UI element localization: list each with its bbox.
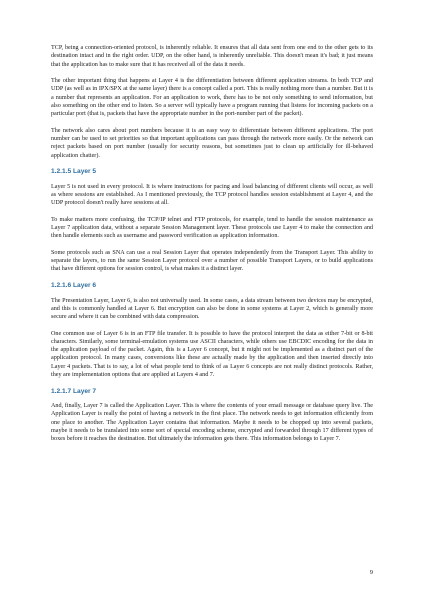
paragraph: Layer 5 is not used in every protocol. It is where instructions for pacing and load balancing of different clients will occur, as well as where sessions are established. As I mentioned previously, the TCP protocol handles session establishment at Layer 4, and the UDP protocol doesn't really have sessions at all. <box>51 183 373 207</box>
paragraph: The network also cares about port numbers because it is an easy way to differentiate between different applications. The port number can be used to set priorities so that important applications can pass through the network more easily. Or the network can reject packets based on port number (usually for security reasons, but sometimes just to clean up artificially for ill-behaved application chatter). <box>51 127 373 159</box>
section-layer6 <box>51 282 373 379</box>
paragraph: The Presentation Layer, Layer 6, is also not universally used. In some cases, a data stream between two devices may be encrypted, and this is commonly handled at Layer 6. But encryption can also be done in some systems at Layer 2, which is generally more secure and where it can be combined with data compression. <box>51 297 373 321</box>
section-heading: 1.2.1.5 Layer 5 <box>51 168 97 176</box>
paragraph: One common use of Layer 6 is in an FTP file transfer. It is possible to have the protocol interpret the data as either 7-bit or 8-bit characters. Similarly, some terminal-emulation systems use ASCII characters, while others use EBCDIC encoding for the data in the application payload of the packet. Again, this is a Layer 6 concept, but it might not be implemented as a distinct part of the application protocol. In many cases, conversions like these are actually made by the application and then inserted directly into Layer 4 packets. That is to say, a lot of what people tend to think of as Layer 6 concepts are not really distinct protocols. Rather, they are implementation options that are applied at Layers 4 and 7. <box>51 330 373 378</box>
paragraph: Some protocols such as SNA can use a real Session Layer that operates independently from the Transport Layer. This ability to separate the layers, to run the same Session Layer protocol over a number of possible Transport Layers, or to build applications that have different options for session control, is what makes it a distinct layer. <box>51 249 373 273</box>
paragraph: TCP, being a connection-oriented protocol, is inherently reliable. It ensures that all data sent from one end to the other gets to its destination intact and in the right order. UDP, on the other hand, is inherently unreliable. This doesn't mean it's bad; it just means that the application has to make sure that it has received all of the data it needs. <box>51 45 373 68</box>
paragraph: To make matters more confusing, the TCP/IP telnet and FTP protocols, for example, tend to handle the session maintenance as Layer 7 application data, without a separate Session Management layer. These protocols use Layer 4 to make the connection and then handle elements such as username and password verification as application information. <box>51 216 373 240</box>
paragraph: And, finally, Layer 7 is called the Application Layer. This is where the contents of your email message or database query live. The Application Layer is really the point of having a network in the first place. The network needs to get information efficiently from one place to another. The Application Layer contains that information. Maybe it needs to be chopped up into several packets, maybe it needs to be translated into some sort of special encoding scheme, encrypted and forwarded through 17 different types of boxes before it reaches the destination. But ultimately the information gets there. This information belongs to Layer 7. <box>51 403 373 443</box>
paragraph: The other important thing that happens at Layer 4 is the differentiation between different application streams. In both TCP and UDP (as well as in IPX/SPX at the same layer) there is a concept called a port. This is really nothing more than a number. But it is a number that represents an application. For an application to work, there has to be not only something to send information, but also something on the other end to listen. So a server will typically have a program running that listens for incoming packets on a particular port (that is, packets that have the appropriate number in the port-number part of the packet). <box>51 78 373 118</box>
page-number: 9 <box>369 569 373 576</box>
section-layer4-continued <box>51 44 373 160</box>
section-heading: 1.2.1.6 Layer 6 <box>51 282 97 290</box>
section-layer5 <box>51 168 373 274</box>
section-heading: 1.2.1.7 Layer 7 <box>51 387 97 395</box>
section-layer7 <box>51 388 373 444</box>
